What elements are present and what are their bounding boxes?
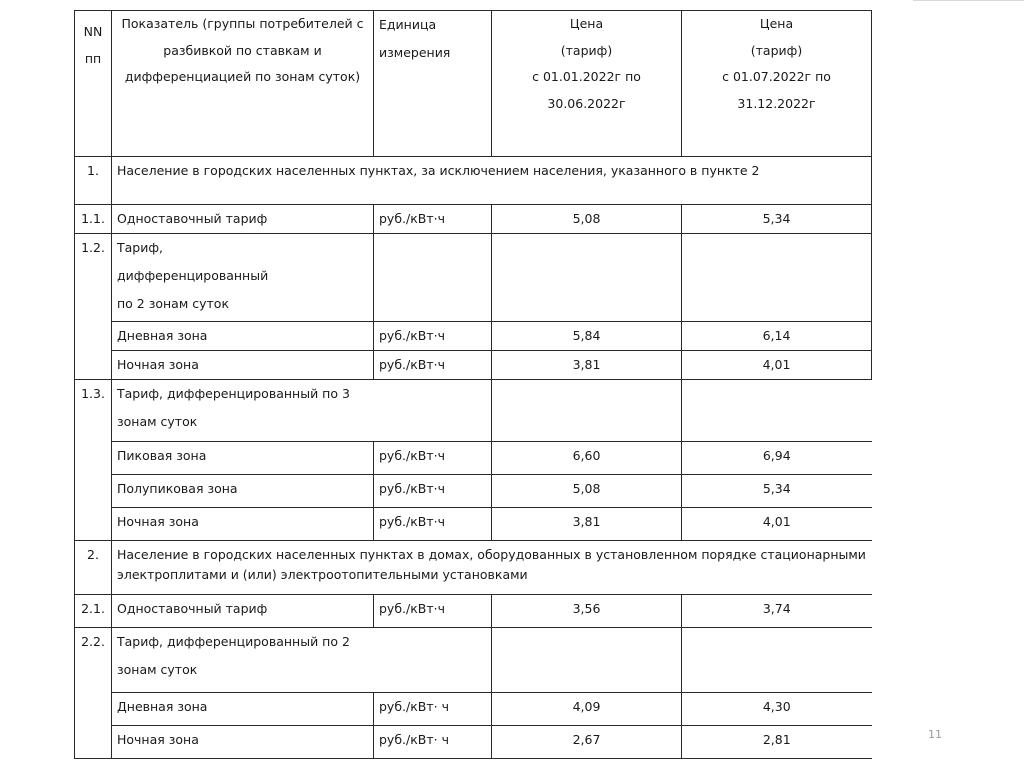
tariff-table: [74, 10, 872, 759]
header-unit: Единица измерения: [374, 11, 492, 157]
table-row: Дневная зона руб./кВт·ч 5,84 6,14: [75, 322, 872, 351]
table-row: Ночная зона руб./кВт·ч 3,81 4,01: [75, 508, 872, 541]
header-price-2: Цена (тариф) с 01.07.2022г по 31.12.2022г: [682, 11, 872, 157]
group-row: 2. Население в городских населенных пунктах в домах, оборудованных в установленном порядке стационарными электроплитами и (или) электроотопительными установками: [75, 541, 872, 595]
table-row: 1.2. Тариф, дифференцированный по 2 зонам суток: [75, 234, 872, 322]
group-title: Население в городских населенных пунктах, за исключением населения, указанного в пункте 2: [112, 157, 872, 205]
header-price-1: Цена (тариф) с 01.01.2022г по 30.06.2022г: [492, 11, 682, 157]
table-row: Ночная зона руб./кВт·ч 3,81 4,01: [75, 351, 872, 380]
group-row: 1. Население в городских населенных пунктах, за исключением населения, указанного в пункте 2: [75, 157, 872, 205]
table-row: 1.3. Тариф, дифференцированный по 3 зонам суток: [75, 380, 872, 442]
table-row: 1.1. Одноставочный тариф руб./кВт·ч 5,08 5,34: [75, 205, 872, 234]
table-row: 2.2. Тариф, дифференцированный по 2 зонам суток: [75, 628, 872, 693]
table-row: Ночная зона руб./кВт· ч 2,67 2,81: [75, 726, 872, 759]
top-rule: [913, 0, 1024, 2]
table-row: 2.1. Одноставочный тариф руб./кВт·ч 3,56 3,74: [75, 595, 872, 628]
table-header-row: [75, 11, 872, 157]
table-row: Дневная зона руб./кВт· ч 4,09 4,30: [75, 693, 872, 726]
page-number: 11: [928, 728, 942, 741]
group-title: Население в городских населенных пунктах в домах, оборудованных в установленном порядке стационарными электроплитами и (или) электроотопительными установками: [112, 541, 872, 595]
table-row: Полупиковая зона руб./кВт·ч 5,08 5,34: [75, 475, 872, 508]
table-row: Пиковая зона руб./кВт·ч 6,60 6,94: [75, 442, 872, 475]
header-nn: NN пп: [75, 11, 112, 157]
header-indicator: Показатель (группы потребителей с разбивкой по ставкам и дифференциацией по зонам суток): [112, 11, 374, 157]
